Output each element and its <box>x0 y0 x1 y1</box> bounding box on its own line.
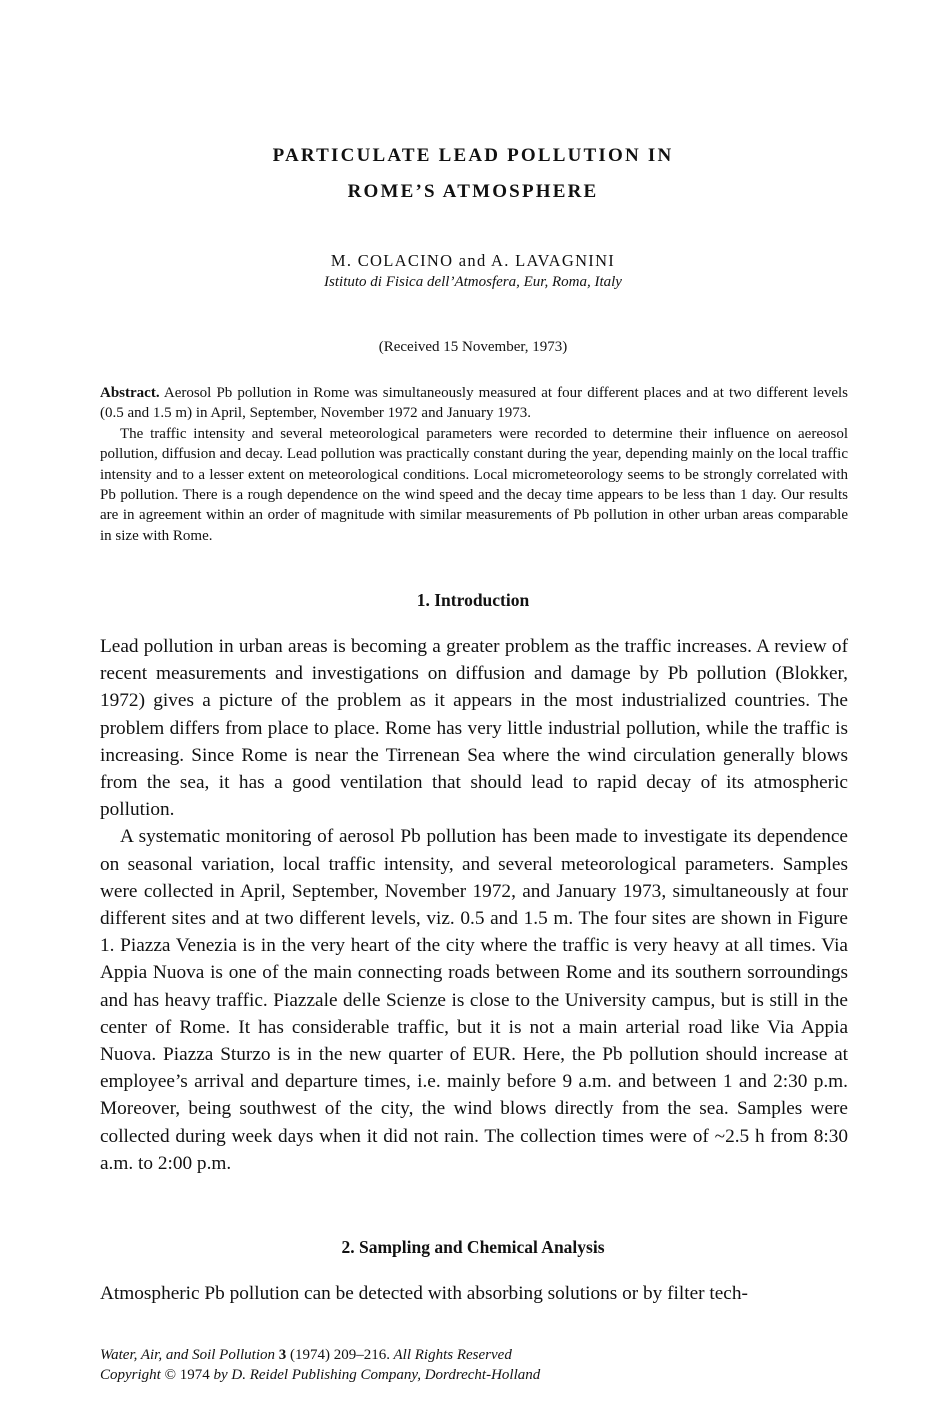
section-heading-sampling: 2. Sampling and Chemical Analysis <box>341 1237 605 1257</box>
sampling-paragraph-1: Atmospheric Pb pollution can be detected with absorbing solutions or by filter tech- <box>100 1283 748 1304</box>
publisher: by D. Reidel Publishing Company, Dordrecht-Holland <box>213 1367 541 1383</box>
affiliation: Istituto di Fisica dell’Atmosfera, Eur, Roma, Italy <box>324 274 622 290</box>
journal-volume: 3 <box>278 1347 287 1363</box>
copyright-symbol: © <box>164 1367 176 1383</box>
abstract-text-1: Aerosol Pb pollution in Rome was simultaneously measured at four different places and at two different levels (0.5 and 1.5 m) in April, September, November 1972 and January 1973. <box>100 385 848 422</box>
authors: M. COLACINO and A. LAVAGNINI <box>330 251 616 270</box>
paper-title-line-1: PARTICULATE LEAD POLLUTION IN <box>272 145 674 166</box>
abstract-paragraph-2: The traffic intensity and several meteorological parameters were recorded to determine their influence on aereosol pollution, diffusion and decay. Lead pollution was practically constant during the year, depending mainly on the local traffic intensity and to a lesser extent on meteorological conditions. Local micrometeorology seems to be strongly correlated with Pb pollution. There is a rough dependence on the wind speed and the decay time appears to be less than 1 day. Our results are in agreement within an order of magnitude with similar measurements of Pb pollution in other urban areas comparable in size with Rome. <box>100 425 848 544</box>
introduction-body <box>100 633 848 1177</box>
introduction-paragraph-2: A systematic monitoring of aerosol Pb pollution has been made to investigate its dependence on seasonal variation, local traffic intensity, and several meteorological parameters. Samples were collected in April, September, November 1972, and January 1973, simultaneously at four different sites and at two different levels, viz. 0.5 and 1.5 m. The four sites are shown in Figure 1. Piazza Venezia is in the very heart of the city where the traffic is very heavy at all times. Via Appia Nuova is one of the main connecting roads between Rome and its southern sorroundings and has heavy traffic. Piazzale delle Scienze is close to the University campus, but is still in the center of Rome. It has considerable traffic, but it is not a main arterial road like Via Appia Nuova. Piazza Sturzo is in the new quarter of EUR. Here, the Pb pollution should increase at employee’s arrival and departure times, i.e. mainly before 9 a.m. and between 1 and 2:30 p.m. Moreover, being southwest of the city, the wind blows directly from the sea. Samples were collected during week days when it did not rain. The collection times were of ~2.5 h from 8:30 a.m. to 2:00 p.m. <box>100 826 848 1174</box>
received-date: (Received 15 November, 1973) <box>378 339 568 355</box>
copyright-line <box>100 1365 848 1385</box>
introduction-paragraph-1: Lead pollution in urban areas is becoming a greater problem as the traffic increases. A review of recent measurements and investigations on diffusion and damage by Pb pollution (Blokker, 1972) gives a picture of the problem as it appears in the most industrialized countries. The problem differs from place to place. Rome has very little industrial pollution, while the traffic is increasing. Since Rome is near the Tirrenean Sea where the wind circulation generally blows from the sea, it has a good ventilation that should lead to rapid decay of its atmospheric pollution. <box>100 636 848 821</box>
journal-pages: 209–216. <box>333 1347 391 1363</box>
journal-name: Water, Air, and Soil Pollution <box>100 1347 276 1363</box>
copyright-year: 1974 <box>179 1367 210 1383</box>
paper-title-line-2: ROME’S ATMOSPHERE <box>347 181 599 202</box>
journal-year: (1974) <box>290 1347 331 1363</box>
abstract <box>100 383 848 546</box>
abstract-paragraph-1 <box>100 383 848 424</box>
section-heading-introduction: 1. Introduction <box>416 590 530 610</box>
citation-line <box>100 1345 848 1365</box>
rights-notice: All Rights Reserved <box>393 1347 512 1363</box>
copyright-word: Copyright <box>100 1367 161 1383</box>
abstract-label: Abstract. <box>100 385 160 401</box>
journal-footer <box>100 1345 848 1385</box>
sampling-body <box>100 1280 848 1307</box>
